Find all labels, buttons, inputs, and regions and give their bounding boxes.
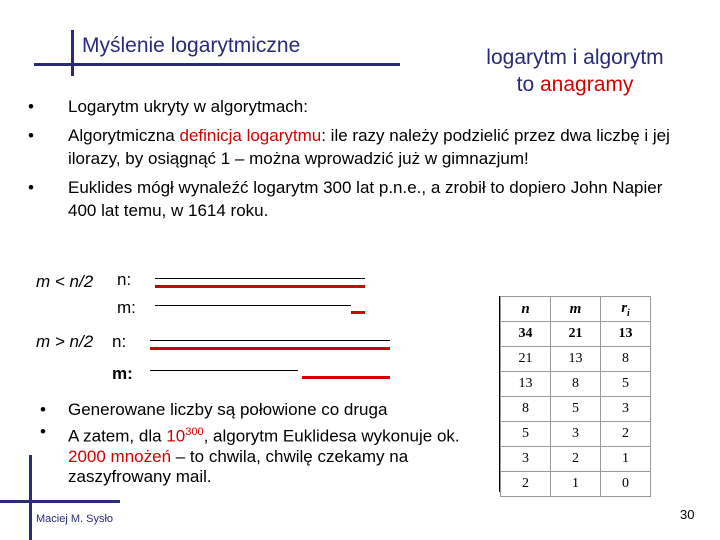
table-row: 21 13 8 xyxy=(501,347,651,372)
bullet-1: • Logarytm ukryty w algorytmach: xyxy=(28,97,308,116)
slide-title: Myślenie logarytmiczne xyxy=(82,34,301,57)
bullet-3: • Euklides mógł wynaleźć logarytm 300 lat p.n.e., a zrobił to dopiero John Napier 400 lat temu, w 1614 roku. xyxy=(28,178,663,220)
author-footer: Maciej M. Sysło xyxy=(36,513,114,525)
subtitle-highlight: anagramy xyxy=(539,73,634,96)
definition-highlight: definicja logarytmu xyxy=(179,126,322,145)
bullet-list-2 xyxy=(36,400,466,489)
euclid-table xyxy=(500,296,651,497)
case2-n-label: n: xyxy=(112,332,127,351)
power-base: 10 xyxy=(166,426,186,446)
table-row: 13 8 5 xyxy=(501,372,651,397)
slide-subtitle xyxy=(440,44,710,98)
header-m: m xyxy=(551,297,601,322)
m-bar-1-red xyxy=(351,311,365,314)
power-exponent: 300 xyxy=(185,426,204,438)
table-row: 5 3 2 xyxy=(501,422,651,447)
footer-underline xyxy=(0,500,120,503)
bullet-5: • A zatem, dla $10^{300}$, algorytm Euklidesa wykonuje ok. 2000 mnożeń – to chwila, chwilę czekamy na zaszyfrowany mail. xyxy=(40,422,460,486)
m-bar-2-red xyxy=(302,376,390,379)
case2-label: m > n/2 xyxy=(36,332,94,351)
table-row: 3 2 1 xyxy=(501,447,651,472)
title-vertical-bar xyxy=(71,30,74,76)
subtitle-line1: logarytm i algorytm xyxy=(486,46,664,69)
m-bar-1 xyxy=(155,305,351,306)
table-row: 2 1 0 xyxy=(501,472,651,497)
table-row: 34 21 13 xyxy=(501,322,651,347)
m-bar-2 xyxy=(150,370,298,371)
subtitle-line2: to anagramy xyxy=(516,73,634,96)
multiplications-highlight: 2000 mnożeń xyxy=(68,446,172,466)
n-bar-1 xyxy=(155,278,365,279)
n-bar-2-red xyxy=(150,347,390,350)
n-bar-2 xyxy=(150,340,390,341)
case2-m-label: m: xyxy=(112,364,133,383)
header-n: n xyxy=(501,297,551,322)
bullet-list xyxy=(24,95,684,228)
case1-label: m < n/2 xyxy=(36,272,94,291)
case1-m-label: m: xyxy=(117,298,136,317)
table-header-row xyxy=(501,297,651,322)
n-bar-1-red xyxy=(155,285,365,288)
page-number: 30 xyxy=(680,507,695,522)
bullet-4: • Generowane liczby są połowione co druga xyxy=(40,400,388,419)
case1-n-label: n: xyxy=(117,270,132,289)
table-row: 8 5 3 xyxy=(501,397,651,422)
title-underline xyxy=(34,63,400,66)
bullet-2: • Algorytmiczna definicja logarytmu: ile razy należy podzielić przez dwa liczbę i jej ilorazy, by osiągnąć 1 – można wprowadzić już w gimnazjum! xyxy=(28,126,670,168)
header-r: $r_i$ xyxy=(601,297,651,322)
footer-vertical-bar xyxy=(29,455,32,540)
